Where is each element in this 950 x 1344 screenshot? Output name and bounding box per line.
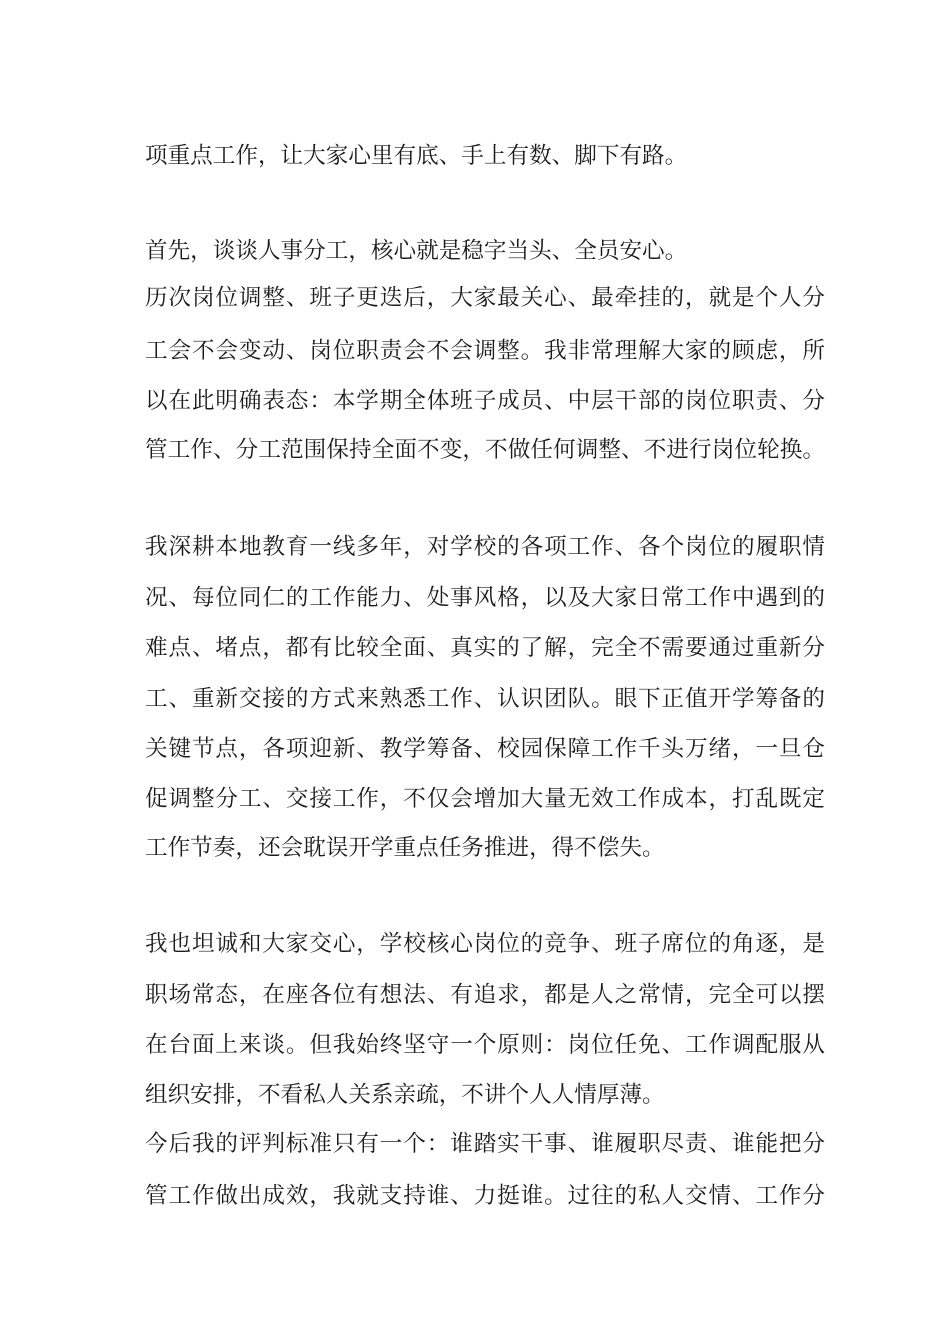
text-line: 项重点工作，让大家心里有底、手上有数、脚下有路。 — [145, 143, 688, 169]
text-line: 职场常态，在座各位有想法、有追求，都是人之常情，完全可以摆 — [145, 982, 825, 1008]
text-line: 工、重新交接的方式来熟悉工作、认识团队。眼下正值开学筹备的 — [145, 686, 825, 712]
text-line: 今后我的评判标准只有一个：谁踏实干事、谁履职尽责、谁能把分 — [145, 1131, 825, 1157]
text-line: 以在此明确表态：本学期全体班子成员、中层干部的岗位职责、分 — [145, 388, 825, 414]
text-line: 况、每位同仁的工作能力、处事风格，以及大家日常工作中遇到的 — [145, 585, 825, 611]
text-line: 管工作、分工范围保持全面不变，不做任何调整、不进行岗位轮换。 — [145, 437, 825, 463]
text-line: 首先，谈谈人事分工，核心就是稳字当头、全员安心。 — [145, 238, 688, 264]
text-line: 在台面上来谈。但我始终坚守一个原则：岗位任免、工作调配服从 — [145, 1032, 825, 1058]
text-line: 工会不会变动、岗位职责会不会调整。我非常理解大家的顾虑，所 — [145, 338, 825, 364]
text-line: 组织安排，不看私人关系亲疏，不讲个人人情厚薄。 — [145, 1082, 665, 1108]
text-line: 历次岗位调整、班子更迭后，大家最关心、最牵挂的，就是个人分 — [145, 285, 825, 311]
text-line: 关键节点，各项迎新、教学筹备、校园保障工作千头万绪，一旦仓 — [145, 736, 825, 762]
text-line: 管工作做出成效，我就支持谁、力挺谁。过往的私人交情、工作分 — [145, 1183, 825, 1209]
text-line: 我深耕本地教育一线多年，对学校的各项工作、各个岗位的履职情 — [145, 534, 825, 560]
text-line: 工作节奏，还会耽误开学重点任务推进，得不偿失。 — [145, 835, 665, 861]
text-line: 我也坦诚和大家交心，学校核心岗位的竞争、班子席位的角逐，是 — [145, 931, 825, 957]
text-line: 促调整分工、交接工作，不仅会增加大量无效工作成本，打乱既定 — [145, 786, 825, 812]
text-line: 难点、堵点，都有比较全面、真实的了解，完全不需要通过重新分 — [145, 635, 825, 661]
